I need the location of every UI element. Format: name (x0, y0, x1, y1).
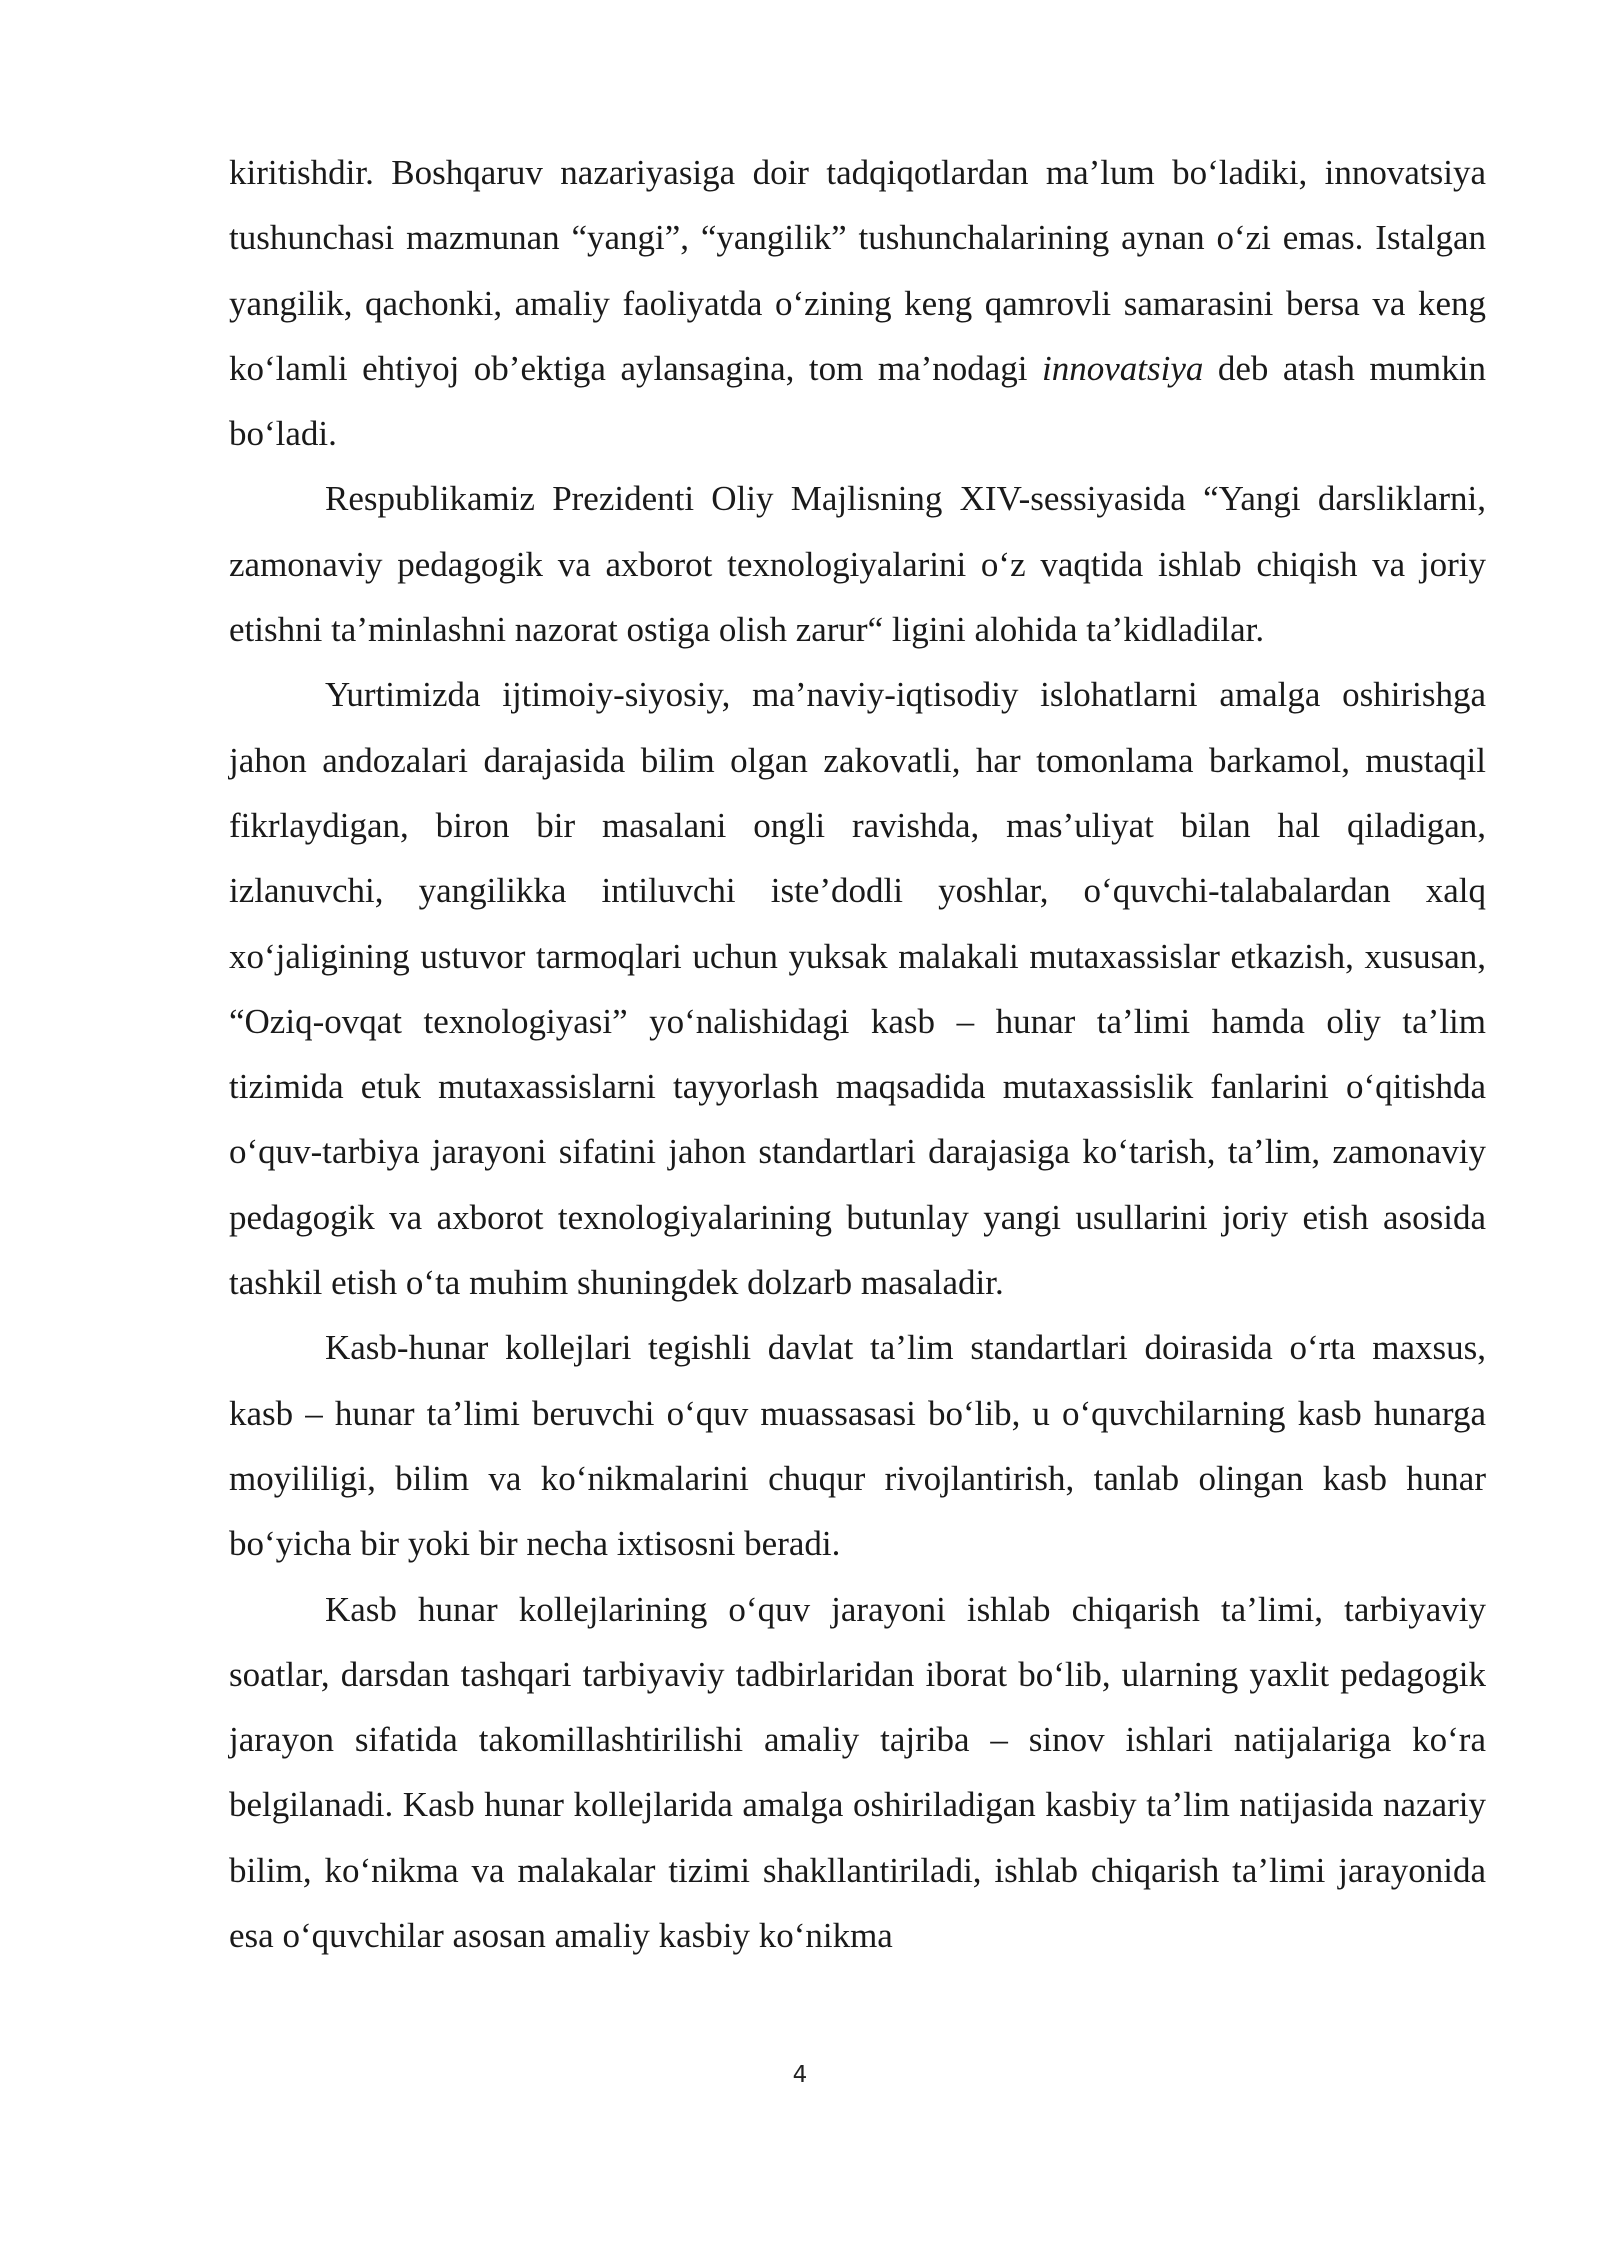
paragraph-4: Kasb-hunar kollejlari tegishli davlat ta’lim standartlari doirasida o‘rta maxsus, kasb – hunar ta’limi beruvchi o‘quv muassasasi bo‘lib, u o‘quvchilarning kasb hunarga moyililigi, bilim va ko‘nikmalarini chuqur rivojlantirish, tanlab olingan kasb hunar bo‘yicha bir yoki bir necha ixtisosni beradi. (229, 1328, 1486, 1564)
paragraph-2: Respublikamiz Prezidenti Oliy Majlisning XIV-sessiyasida “Yangi darsliklarni, zamonaviy pedagogik va axborot texnologiyalarini o‘z vaqtida ishlab chiqish va joriy etishni ta’minlashni nazorat ostiga olish zarur“ ligini alohida ta’kidladilar. (229, 479, 1486, 650)
paragraph-1-text-start: kiritishdir. Boshqaruv nazariyasiga doir tadqiqotlardan ma’lum bo‘ladiki, innovatsiya tushunchasi mazmunan “yangi”, “yangilik” tushunchalarining aynan o‘zi emas. Istalgan yangilik, qachonki, amaliy faoliyatda o‘zining keng qamrovli samarasini bersa va keng ko‘lamli ehtiyoj ob’ektiga aylansagina, tom ma’nodagi (229, 153, 1486, 388)
page-body (229, 140, 1486, 1968)
paragraph-3: Yurtimizda ijtimoiy-siyosiy, ma’naviy-iqtisodiy islohatlarni amalga oshirishga jahon andozalari darajasida bilim olgan zakovatli, har tomonlama barkamol, mustaqil fikrlaydigan, biron bir masalani ongli ravishda, mas’uliyat bilan hal qiladigan, izlanuvchi, yangilikka intiluvchi iste’dodli yoshlar, o‘quvchi-talabalardan xalq xo‘jaligining ustuvor tarmoqlari uchun yuksak malakali mutaxassislar etkazish, xususan, “Oziq-ovqat texnologiyasi” yo‘nalishidagi kasb – hunar ta’limi hamda oliy ta’lim tizimida etuk mutaxassislarni tayyorlash maqsadida mutaxassislik fanlarini o‘qitishda o‘quv-tarbiya jarayoni sifatini jahon standartlari darajasiga ko‘tarish, ta’lim, zamonaviy pedagogik va axborot texnologiyalarining butunlay yangi usullarini joriy etish asosida tashkil etish o‘ta muhim shuningdek dolzarb masaladir. (229, 675, 1486, 1303)
italic-term: innovatsiya (1042, 348, 1204, 388)
paragraph-1 (229, 140, 1486, 466)
paragraph-1-text-end: deb atash mumkin bo‘ladi. (229, 348, 1486, 454)
paragraph-5: Kasb hunar kollejlarining o‘quv jarayoni ishlab chiqarish ta’limi, tarbiyaviy soatlar, darsdan tashqari tarbiyaviy tadbirlaridan iborat bo‘lib, ularning yaxlit pedagogik jarayon sifatida takomillashtirilishi amaliy tajriba – sinov ishlari natijalariga ko‘ra belgilanadi. Kasb hunar kollejlarida amalga oshiriladigan kasbiy ta’lim natijasida nazariy bilim, ko‘nikma va malakalar tizimi shakllantiriladi, ishlab chiqarish ta’limi jarayonida esa o‘quvchilar asosan amaliy kasbiy ko‘nikma (229, 1589, 1486, 1956)
page-number: 4 (792, 2062, 808, 2088)
